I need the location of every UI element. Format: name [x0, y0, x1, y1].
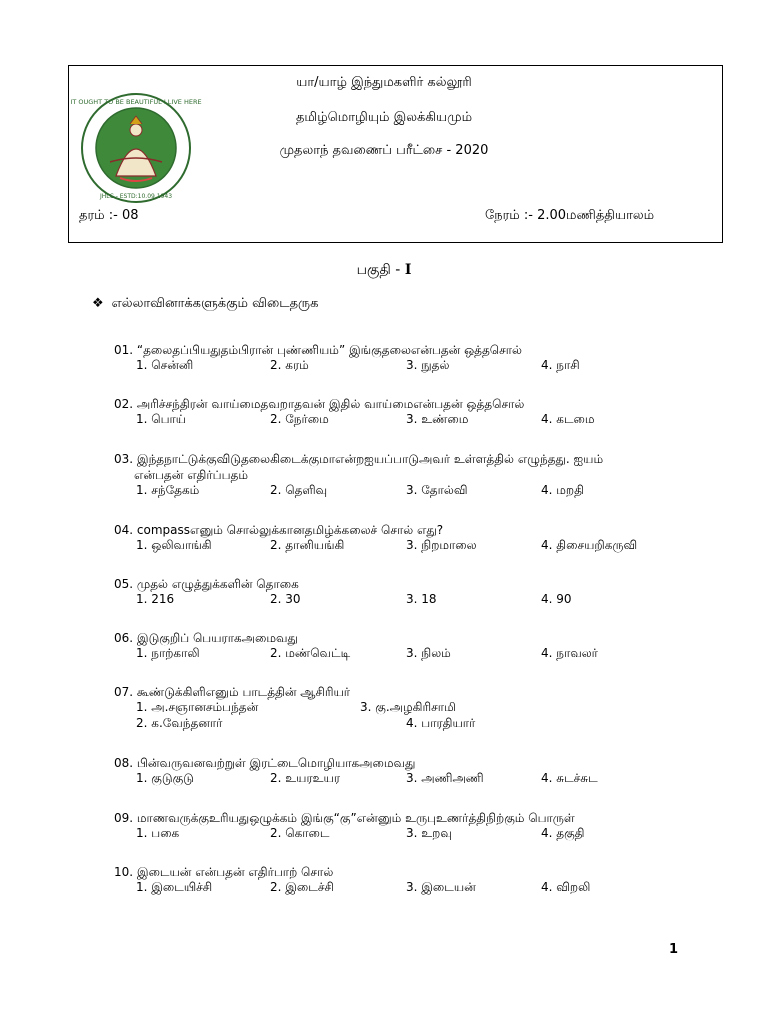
option-4: 4. கடமை: [541, 412, 595, 426]
question-stem: 09. மாணவருக்குஉரியதுஒழுக்கம் இங்கு“கு”என்னும் உருபுஉணர்த்திநிற்கும் பொருள்: [114, 811, 575, 825]
option-3: 3. தோல்வி: [406, 483, 468, 497]
option-2: 2. தெளிவு: [270, 483, 328, 497]
option-4: 4. மறதி: [541, 483, 584, 497]
question-stem: 03. இந்தநாட்டுக்குவிடுதலைகிடைக்குமாஎன்றஐயப்பாடுஅவர் உள்ளத்தில் எழுந்தது. ஐயம்: [114, 452, 604, 466]
options-row: [114, 880, 674, 896]
options-row: [114, 646, 674, 662]
option-2: 2. இடைச்சி: [270, 880, 334, 894]
option-4: 4. பாரதியார்: [406, 716, 476, 730]
logo-text-top: IT OUGHT TO BE BEAUTIFUL I LIVE HERE: [70, 98, 202, 106]
options-row: [114, 700, 674, 716]
options-row: [114, 412, 674, 428]
options-row: [114, 771, 674, 787]
section-label: பகுதி -: [356, 262, 405, 278]
diamond-bullet-icon: ❖: [92, 296, 104, 311]
options-row: [114, 483, 674, 499]
option-2: 2. மண்வெட்டி: [270, 646, 351, 660]
options-row: [114, 716, 674, 732]
option-4: 4. நாசி: [541, 358, 580, 372]
option-4: 4. தகுதி: [541, 826, 585, 840]
time-label: நேரம் :- 2.00மணித்தியாலம்: [485, 208, 655, 223]
question-10: [114, 864, 674, 896]
options-row: [114, 826, 674, 842]
subject-title: தமிழ்மொழியும் இலக்கியமும்: [295, 110, 473, 125]
question-5: [114, 576, 674, 608]
option-3: 3. 18: [406, 592, 437, 606]
options-row: [114, 592, 674, 608]
option-3: 3. நிலம்: [406, 646, 451, 660]
option-1: 1. சென்னி: [136, 358, 194, 372]
options-row: [114, 358, 674, 374]
question-stem: 06. இடுகுறிப் பெயராகஅமைவது: [114, 631, 298, 645]
option-4: 4. திசையறிகருவி: [541, 538, 638, 552]
instruction-text: எல்லாவினாக்களுக்கும் விடைதருக: [111, 296, 319, 311]
question-9: [114, 810, 674, 842]
question-7: [114, 684, 674, 732]
option-4: 4. விறலி: [541, 880, 591, 894]
section-numeral: I: [404, 262, 412, 278]
option-2: 2. 30: [270, 592, 301, 606]
option-2: 2. நேர்மை: [270, 412, 329, 426]
option-4: 4. சுடச்சுட: [541, 771, 598, 785]
question-6: [114, 630, 674, 662]
page-number: 1: [669, 942, 679, 957]
option-1: 1. ஒலிவாங்கி: [136, 538, 212, 552]
option-3: 3. நிறமாலை: [406, 538, 477, 552]
question-8: [114, 755, 674, 787]
instruction: [92, 296, 318, 312]
option-1: 1. சந்தேகம்: [136, 483, 200, 497]
option-3: 3. அணிஅணி: [406, 771, 484, 785]
question-stem: 10. இடையன் என்பதன் எதிர்பாற் சொல்: [114, 865, 334, 879]
option-2: 2. கொடை: [270, 826, 330, 840]
question-2: [114, 396, 674, 428]
option-1: 1. பொய்: [136, 412, 187, 426]
question-3: [114, 451, 674, 499]
question-stem-continued: என்பதன் எதிர்ப்பதம்: [134, 468, 248, 482]
question-stem: 08. பின்வருவனவற்றுள் இரட்டைமொழியாகஅமைவது: [114, 756, 416, 770]
question-stem: 07. கூண்டுக்கிளிஎனும் பாடத்தின் ஆசிரியர்: [114, 685, 351, 699]
option-1: 1. 216: [136, 592, 175, 606]
option-2: 2. உயரஉயர: [270, 771, 341, 785]
grade-label: தரம் :- 08: [79, 208, 139, 223]
option-3: 3. நுதல்: [406, 358, 450, 372]
question-4: [114, 522, 674, 554]
option-2: 2. க.வேந்தனார்: [136, 716, 223, 730]
question-stem: 01. “தலைதப்பியதுதம்பிரான் புண்ணியம்” இங்குதலைஎன்பதன் ஒத்தசொல்: [114, 343, 523, 357]
option-4: 4. 90: [541, 592, 572, 606]
option-2: 2. தானியங்கி: [270, 538, 345, 552]
option-1: 1. நாற்காலி: [136, 646, 200, 660]
exam-title: முதலாந் தவணைப் பரீட்சை - 2020: [279, 143, 489, 158]
option-1: 1. அ.சஞானசம்பந்தன்: [136, 700, 259, 714]
question-stem: 02. அரிச்சந்திரன் வாய்மைதவறாதவன் இதில் வாய்மைஎன்பதன் ஒத்தசொல்: [114, 397, 525, 411]
option-1: 1. குடுகுடு: [136, 771, 194, 785]
logo-text-bottom: JHLC - ESTD:10.09.1943: [99, 193, 173, 200]
school-name: யா/யாழ் இந்துமகளிர் கல்லூரி: [296, 75, 472, 90]
option-1: 1. பகை: [136, 826, 180, 840]
option-2: 2. கரம்: [270, 358, 309, 372]
question-stem: 04. compassஎனும் சொல்லுக்கானதமிழ்க்கலைச் சொல் எது?: [114, 523, 444, 537]
option-3: 3. உறவு: [406, 826, 452, 840]
option-4: 4. நாவலர்: [541, 646, 598, 660]
option-1: 1. இடையிச்சி: [136, 880, 213, 894]
question-stem: 05. முதல் எழுத்துக்களின் தொகை: [114, 577, 299, 591]
options-row: [114, 538, 674, 554]
option-3: 3. கு.அழகிரிசாமி: [360, 700, 456, 714]
section-heading: [0, 262, 768, 280]
question-1: [114, 342, 674, 374]
option-3: 3. உண்மை: [406, 412, 469, 426]
option-3: 3. இடையன்: [406, 880, 476, 894]
